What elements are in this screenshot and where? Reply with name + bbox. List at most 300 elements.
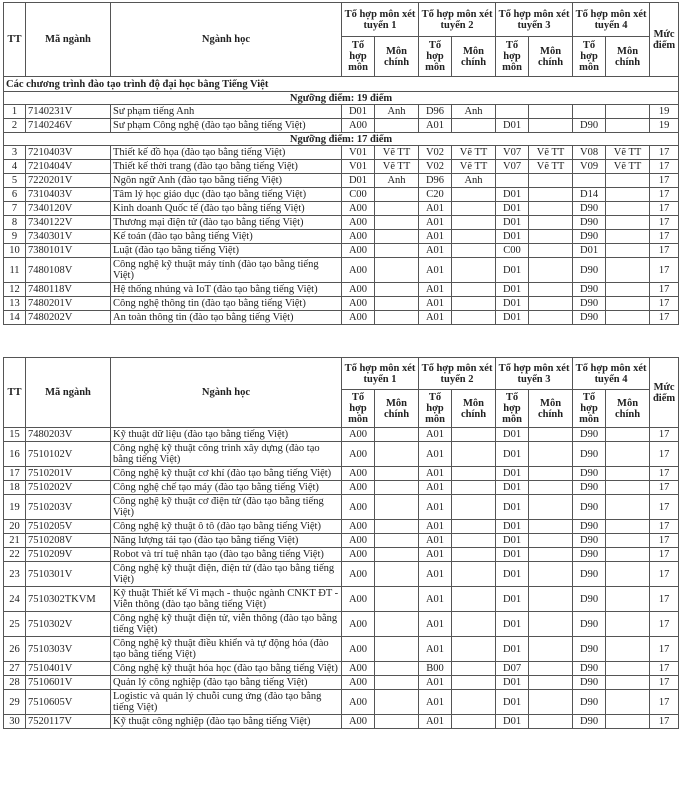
combo-4: D90 — [573, 520, 606, 534]
main-subject-3 — [529, 174, 573, 188]
main-subject-1 — [375, 258, 419, 283]
header-group-3: Tổ hợp môn xét tuyển 3 — [496, 358, 573, 390]
main-subject-1 — [375, 587, 419, 612]
main-subject-3 — [529, 495, 573, 520]
row-number: 6 — [4, 188, 26, 202]
header-main-subject: Môn chính — [452, 37, 496, 77]
main-subject-2 — [452, 637, 496, 662]
header-combo: Tổ hợp môn — [573, 37, 606, 77]
combo-4: D90 — [573, 442, 606, 467]
table-row — [4, 467, 679, 481]
combo-2: A01 — [419, 534, 452, 548]
header-combo: Tổ hợp môn — [419, 37, 452, 77]
main-subject-3 — [529, 244, 573, 258]
header-group-3: Tổ hợp môn xét tuyển 3 — [496, 3, 573, 37]
combo-2: A01 — [419, 216, 452, 230]
main-subject-1 — [375, 230, 419, 244]
combo-4: D90 — [573, 495, 606, 520]
combo-4: D14 — [573, 188, 606, 202]
combo-1: A00 — [342, 637, 375, 662]
main-subject-4 — [606, 534, 650, 548]
main-subject-3 — [529, 202, 573, 216]
main-subject-3 — [529, 690, 573, 715]
combo-3: D01 — [496, 562, 529, 587]
main-subject-1 — [375, 216, 419, 230]
major-code: 7510205V — [26, 520, 111, 534]
header-main-subject: Môn chính — [529, 37, 573, 77]
combo-3: D01 — [496, 297, 529, 311]
row-number: 24 — [4, 587, 26, 612]
main-subject-1 — [375, 297, 419, 311]
main-subject-4 — [606, 587, 650, 612]
major-code: 7510301V — [26, 562, 111, 587]
combo-3: D01 — [496, 188, 529, 202]
score: 17 — [650, 676, 679, 690]
combo-2: A01 — [419, 311, 452, 325]
major-code: 7480202V — [26, 311, 111, 325]
main-subject-3 — [529, 428, 573, 442]
main-subject-3 — [529, 311, 573, 325]
score: 17 — [650, 297, 679, 311]
major-code: 7380101V — [26, 244, 111, 258]
main-subject-4 — [606, 202, 650, 216]
combo-4: D90 — [573, 612, 606, 637]
combo-3: D01 — [496, 258, 529, 283]
main-subject-2 — [452, 548, 496, 562]
combo-1: A00 — [342, 428, 375, 442]
score: 17 — [650, 467, 679, 481]
combo-2: A01 — [419, 520, 452, 534]
row-number: 3 — [4, 146, 26, 160]
threshold-19: Ngưỡng điểm: 19 điểm — [4, 92, 679, 105]
major-name: Công nghệ kỹ thuật cơ điện tử (đào tạo bằng tiếng Việt) — [111, 495, 342, 520]
combo-1: A00 — [342, 297, 375, 311]
major-name: Luật (đào tạo bằng tiếng Việt) — [111, 244, 342, 258]
combo-1: A00 — [342, 481, 375, 495]
combo-1: A00 — [342, 612, 375, 637]
table-row — [4, 188, 679, 202]
major-name: Tâm lý học giáo dục (đào tạo bằng tiếng Việt) — [111, 188, 342, 202]
combo-3: D01 — [496, 311, 529, 325]
header-combo: Tổ hợp môn — [496, 390, 529, 428]
major-name: Sư phạm tiếng Anh — [111, 105, 342, 119]
combo-1: A00 — [342, 244, 375, 258]
score: 17 — [650, 311, 679, 325]
table-row — [4, 520, 679, 534]
table-row — [4, 662, 679, 676]
combo-4: V08 — [573, 146, 606, 160]
row-number: 2 — [4, 119, 26, 133]
table-row — [4, 495, 679, 520]
main-subject-3 — [529, 481, 573, 495]
main-subject-3 — [529, 467, 573, 481]
header-group-1: Tổ hợp môn xét tuyển 1 — [342, 3, 419, 37]
major-code: 7510209V — [26, 548, 111, 562]
main-subject-4 — [606, 562, 650, 587]
combo-2: A01 — [419, 637, 452, 662]
main-subject-1: Vẽ TT — [375, 160, 419, 174]
table-row — [4, 481, 679, 495]
table-row — [4, 311, 679, 325]
header-combo: Tổ hợp môn — [573, 390, 606, 428]
score: 17 — [650, 587, 679, 612]
row-number: 15 — [4, 428, 26, 442]
combo-2: A01 — [419, 297, 452, 311]
main-subject-3 — [529, 562, 573, 587]
score: 17 — [650, 160, 679, 174]
major-code: 7310403V — [26, 188, 111, 202]
combo-1: A00 — [342, 715, 375, 729]
main-subject-3 — [529, 662, 573, 676]
table-row — [4, 690, 679, 715]
table-row — [4, 637, 679, 662]
score: 17 — [650, 662, 679, 676]
major-code: 7340301V — [26, 230, 111, 244]
main-subject-2 — [452, 311, 496, 325]
combo-3: D01 — [496, 467, 529, 481]
main-subject-3 — [529, 676, 573, 690]
major-name: Công nghệ kỹ thuật điện, điện tử (đào tạo bằng tiếng Việt) — [111, 562, 342, 587]
combo-1: A00 — [342, 495, 375, 520]
score: 17 — [650, 495, 679, 520]
score: 17 — [650, 230, 679, 244]
score: 19 — [650, 105, 679, 119]
combo-4: D90 — [573, 587, 606, 612]
header-main-subject: Môn chính — [452, 390, 496, 428]
table-row — [4, 174, 679, 188]
combo-4: D90 — [573, 202, 606, 216]
main-subject-2 — [452, 690, 496, 715]
combo-4: D90 — [573, 676, 606, 690]
row-number: 30 — [4, 715, 26, 729]
combo-3: V07 — [496, 146, 529, 160]
combo-4: D90 — [573, 119, 606, 133]
combo-4: D90 — [573, 230, 606, 244]
main-subject-4 — [606, 244, 650, 258]
header-combo: Tổ hợp môn — [342, 37, 375, 77]
combo-2: A01 — [419, 467, 452, 481]
row-number: 4 — [4, 160, 26, 174]
combo-4: D90 — [573, 428, 606, 442]
major-name: Công nghệ chế tạo máy (đào tạo bằng tiếng Việt) — [111, 481, 342, 495]
combo-2: A01 — [419, 690, 452, 715]
main-subject-4 — [606, 520, 650, 534]
combo-3 — [496, 105, 529, 119]
score: 17 — [650, 612, 679, 637]
main-subject-1: Anh — [375, 174, 419, 188]
table-row — [4, 715, 679, 729]
major-code: 7510208V — [26, 534, 111, 548]
main-subject-1 — [375, 244, 419, 258]
main-subject-1 — [375, 612, 419, 637]
main-subject-4 — [606, 216, 650, 230]
combo-1: A00 — [342, 258, 375, 283]
combo-1: A00 — [342, 216, 375, 230]
major-code: 7510302TKVM — [26, 587, 111, 612]
main-subject-1 — [375, 676, 419, 690]
major-name: Công nghệ thông tin (đào tạo bằng tiếng Việt) — [111, 297, 342, 311]
combo-4: D90 — [573, 216, 606, 230]
combo-2: A01 — [419, 283, 452, 297]
main-subject-2 — [452, 258, 496, 283]
main-subject-4 — [606, 715, 650, 729]
major-code: 7210404V — [26, 160, 111, 174]
score: 17 — [650, 258, 679, 283]
table-row — [4, 587, 679, 612]
major-name: Sư phạm Công nghệ (đào tạo bằng tiếng Việt) — [111, 119, 342, 133]
score: 17 — [650, 283, 679, 297]
combo-3: V07 — [496, 160, 529, 174]
main-subject-1 — [375, 311, 419, 325]
main-subject-2 — [452, 119, 496, 133]
major-name: Công nghệ kỹ thuật máy tính (đào tạo bằng tiếng Việt) — [111, 258, 342, 283]
main-subject-1: Vẽ TT — [375, 146, 419, 160]
main-subject-3 — [529, 637, 573, 662]
row-number: 28 — [4, 676, 26, 690]
main-subject-4 — [606, 311, 650, 325]
main-subject-2: Vẽ TT — [452, 160, 496, 174]
main-subject-4 — [606, 283, 650, 297]
table-row — [4, 612, 679, 637]
main-subject-2 — [452, 244, 496, 258]
combo-3: D01 — [496, 587, 529, 612]
combo-4: D90 — [573, 562, 606, 587]
main-subject-2 — [452, 495, 496, 520]
score: 17 — [650, 562, 679, 587]
table-row — [4, 146, 679, 160]
table-row — [4, 258, 679, 283]
combo-4: V09 — [573, 160, 606, 174]
main-subject-2 — [452, 587, 496, 612]
header-main-subject: Môn chính — [529, 390, 573, 428]
header-group-2: Tổ hợp môn xét tuyển 2 — [419, 3, 496, 37]
combo-2: V02 — [419, 160, 452, 174]
table-row — [4, 283, 679, 297]
combo-4: D90 — [573, 637, 606, 662]
table-row — [4, 230, 679, 244]
main-subject-2 — [452, 188, 496, 202]
combo-1: A00 — [342, 690, 375, 715]
combo-1: A00 — [342, 442, 375, 467]
combo-3: D01 — [496, 119, 529, 133]
combo-3: D01 — [496, 283, 529, 297]
header-combo: Tổ hợp môn — [496, 37, 529, 77]
main-subject-1 — [375, 119, 419, 133]
main-subject-3 — [529, 216, 573, 230]
combo-1: V01 — [342, 146, 375, 160]
score: 17 — [650, 442, 679, 467]
main-subject-1: Anh — [375, 105, 419, 119]
combo-2: B00 — [419, 662, 452, 676]
combo-1: A00 — [342, 676, 375, 690]
table-row — [4, 676, 679, 690]
header-major: Ngành học — [111, 3, 342, 77]
score: 17 — [650, 174, 679, 188]
main-subject-3 — [529, 715, 573, 729]
combo-3: D01 — [496, 495, 529, 520]
main-subject-2: Anh — [452, 174, 496, 188]
main-subject-1 — [375, 548, 419, 562]
main-subject-2 — [452, 715, 496, 729]
main-subject-4 — [606, 119, 650, 133]
combo-4: D90 — [573, 662, 606, 676]
main-subject-4 — [606, 258, 650, 283]
major-code: 7210403V — [26, 146, 111, 160]
header-score: Mức điểm — [650, 358, 679, 428]
major-code: 7480201V — [26, 297, 111, 311]
score: 17 — [650, 481, 679, 495]
major-code: 7510302V — [26, 612, 111, 637]
main-subject-3 — [529, 283, 573, 297]
main-subject-1 — [375, 637, 419, 662]
combo-4: D90 — [573, 548, 606, 562]
score: 17 — [650, 715, 679, 729]
row-number: 16 — [4, 442, 26, 467]
score: 17 — [650, 146, 679, 160]
main-subject-4 — [606, 662, 650, 676]
combo-1: A00 — [342, 202, 375, 216]
main-subject-4 — [606, 495, 650, 520]
main-subject-4 — [606, 467, 650, 481]
combo-1: A00 — [342, 283, 375, 297]
main-subject-2 — [452, 481, 496, 495]
main-subject-1 — [375, 690, 419, 715]
combo-3: D01 — [496, 715, 529, 729]
table-row — [4, 534, 679, 548]
score: 19 — [650, 119, 679, 133]
table-row — [4, 562, 679, 587]
combo-3: D01 — [496, 534, 529, 548]
table-body — [4, 428, 679, 729]
combo-2: A01 — [419, 562, 452, 587]
major-name: Kinh doanh Quốc tế (đào tạo bằng tiếng Việt) — [111, 202, 342, 216]
row-number: 25 — [4, 612, 26, 637]
main-subject-2 — [452, 442, 496, 467]
header-code: Mã ngành — [26, 358, 111, 428]
main-subject-1 — [375, 481, 419, 495]
row-number: 18 — [4, 481, 26, 495]
combo-2: A01 — [419, 587, 452, 612]
combo-2: D96 — [419, 174, 452, 188]
combo-4: D90 — [573, 690, 606, 715]
major-code: 7480108V — [26, 258, 111, 283]
main-subject-3 — [529, 520, 573, 534]
combo-2: A01 — [419, 715, 452, 729]
major-code: 7480118V — [26, 283, 111, 297]
table-row — [4, 244, 679, 258]
major-name: Kế toán (đào tạo bằng tiếng Việt) — [111, 230, 342, 244]
row-number: 21 — [4, 534, 26, 548]
major-name: Công nghệ kỹ thuật hóa học (đào tạo bằng tiếng Việt) — [111, 662, 342, 676]
combo-1: C00 — [342, 188, 375, 202]
header-combo: Tổ hợp môn — [419, 390, 452, 428]
combo-1: A00 — [342, 587, 375, 612]
combo-1: A00 — [342, 311, 375, 325]
combo-1: A00 — [342, 548, 375, 562]
main-subject-2 — [452, 534, 496, 548]
combo-4: D90 — [573, 715, 606, 729]
row-number: 8 — [4, 216, 26, 230]
main-subject-4 — [606, 442, 650, 467]
main-subject-4: Vẽ TT — [606, 146, 650, 160]
main-subject-3 — [529, 297, 573, 311]
combo-1: D01 — [342, 105, 375, 119]
main-subject-3 — [529, 442, 573, 467]
combo-3: D01 — [496, 520, 529, 534]
combo-1: A00 — [342, 562, 375, 587]
header-group-4: Tổ hợp môn xét tuyển 4 — [573, 3, 650, 37]
main-subject-2: Vẽ TT — [452, 146, 496, 160]
combo-1: A00 — [342, 230, 375, 244]
table-row — [4, 428, 679, 442]
major-name: Ngôn ngữ Anh (đào tạo bằng tiếng Việt) — [111, 174, 342, 188]
main-subject-1 — [375, 562, 419, 587]
combo-2: A01 — [419, 202, 452, 216]
row-number: 23 — [4, 562, 26, 587]
major-name: Robot và trí tuệ nhân tạo (đào tạo bằng tiếng Việt) — [111, 548, 342, 562]
row-number: 10 — [4, 244, 26, 258]
table-row — [4, 442, 679, 467]
combo-4: D90 — [573, 311, 606, 325]
main-subject-3 — [529, 534, 573, 548]
main-subject-1 — [375, 467, 419, 481]
major-name: Công nghệ kỹ thuật điện tử, viễn thông (đào tạo bằng tiếng Việt) — [111, 612, 342, 637]
main-subject-4 — [606, 548, 650, 562]
main-subject-4 — [606, 481, 650, 495]
combo-3: D01 — [496, 481, 529, 495]
main-subject-4 — [606, 676, 650, 690]
major-name: Thương mại điện tử (đào tạo bằng tiếng Việt) — [111, 216, 342, 230]
combo-2: A01 — [419, 481, 452, 495]
combo-2: V02 — [419, 146, 452, 160]
major-name: Logistic và quản lý chuỗi cung ứng (đào tạo bằng tiếng Việt) — [111, 690, 342, 715]
combo-3: D01 — [496, 637, 529, 662]
main-subject-4 — [606, 105, 650, 119]
main-subject-3 — [529, 119, 573, 133]
combo-2: A01 — [419, 244, 452, 258]
threshold-17: Ngưỡng điểm: 17 điểm — [4, 133, 679, 146]
combo-3: D01 — [496, 548, 529, 562]
score: 17 — [650, 548, 679, 562]
table-row — [4, 216, 679, 230]
main-subject-2: Anh — [452, 105, 496, 119]
major-code: 7510201V — [26, 467, 111, 481]
combo-2: A01 — [419, 495, 452, 520]
header-tt: TT — [4, 3, 26, 77]
row-number: 7 — [4, 202, 26, 216]
header-group-4: Tổ hợp môn xét tuyển 4 — [573, 358, 650, 390]
row-number: 1 — [4, 105, 26, 119]
admission-table-2 — [3, 357, 679, 729]
main-subject-2 — [452, 520, 496, 534]
table-header — [4, 3, 679, 77]
header-score: Mức điểm — [650, 3, 679, 77]
header-tt: TT — [4, 358, 26, 428]
main-subject-4 — [606, 690, 650, 715]
header-code: Mã ngành — [26, 3, 111, 77]
combo-2: A01 — [419, 230, 452, 244]
table-row — [4, 297, 679, 311]
main-subject-2 — [452, 612, 496, 637]
combo-4: D90 — [573, 481, 606, 495]
main-subject-1 — [375, 715, 419, 729]
major-code: 7480203V — [26, 428, 111, 442]
combo-4: D90 — [573, 467, 606, 481]
combo-1: A00 — [342, 534, 375, 548]
row-number: 20 — [4, 520, 26, 534]
score: 17 — [650, 216, 679, 230]
main-subject-4 — [606, 188, 650, 202]
